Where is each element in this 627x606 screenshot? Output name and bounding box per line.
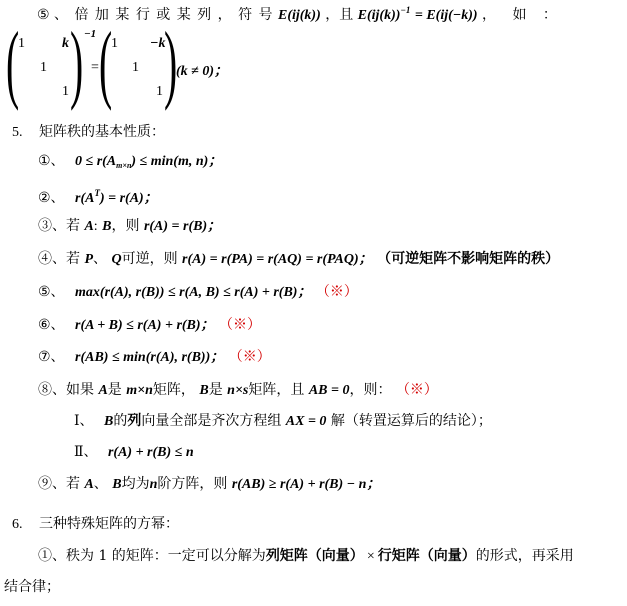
special-1-text-a: 秩为 1 的矩阵：一定可以分解为: [66, 548, 266, 564]
special-1-text-d: 行矩阵（向量）: [377, 548, 476, 564]
property-4-num: ④、: [38, 251, 66, 267]
sub-ii-num: Ⅱ、: [74, 444, 98, 460]
property-1: [38, 152, 222, 175]
property-8: [38, 381, 438, 400]
property-4-m2: Q: [111, 252, 122, 267]
property-5-num: ⑤、: [38, 284, 65, 300]
property-8-m3: B: [199, 383, 209, 398]
section6-num: 6.: [12, 517, 23, 532]
sub-i-m1: B: [103, 414, 114, 429]
property-8-text6: ，则：: [349, 382, 392, 398]
right-a22: 1: [132, 60, 139, 75]
section5-heading: [12, 123, 165, 142]
property-3-m2: B: [102, 219, 112, 234]
property-9-num: ⑨、: [38, 476, 66, 492]
left-matrix-exp: −1: [84, 28, 97, 40]
property-6: [38, 316, 261, 335]
property-9: [38, 475, 380, 494]
property-4-note: （可逆矩阵不影响矩阵的秩）: [377, 251, 560, 267]
left-a11: 1: [18, 36, 25, 51]
special-1-cont: [4, 578, 60, 596]
left-a13: k: [62, 36, 69, 51]
property-3-m1: A: [84, 219, 94, 234]
item5-sym2-right: = E(ij(−k)): [414, 8, 478, 23]
section5-title: 矩阵秩的基本性质：: [38, 124, 165, 140]
property-8-text4: 是: [208, 382, 223, 398]
property-8-sub-ii: [74, 443, 194, 462]
item5-text-c: ， 如 ：: [482, 7, 563, 23]
sub-i-t2: 向量全部是齐次方程组: [141, 413, 282, 429]
left-matrix-rparen: ): [70, 15, 84, 112]
item5-line: [37, 1, 563, 25]
property-8-m4: n×s: [227, 383, 249, 398]
property-4-text2: 可逆，则: [121, 251, 178, 267]
property-3-text2: ，则: [111, 218, 140, 234]
property-8-text5: 矩阵，且: [248, 382, 305, 398]
special-1-times: ×: [366, 549, 375, 564]
right-a13: −k: [150, 36, 166, 51]
property-9-m1: A: [84, 477, 94, 492]
property-8-m5: AB = 0: [308, 383, 350, 398]
special-1-cont-text: 结合律；: [4, 579, 60, 595]
property-2-formula2: ) = r(A)；: [99, 191, 158, 206]
sub-ii-formula: r(A) + r(B) ≤ n: [107, 445, 194, 460]
right-a11: 1: [111, 36, 118, 51]
property-7-formula: r(AB) ≤ min(r(A), r(B))；: [75, 350, 225, 365]
property-3: [38, 217, 221, 236]
property-1-sub: m×n: [116, 161, 132, 170]
item5-sym1: E(ij(k)): [277, 8, 321, 23]
item5-text-a: 、 倍 加 某 行 或 某 列 ， 符 号: [54, 7, 274, 23]
property-9-sep: 、: [93, 476, 108, 492]
property-4-sep: 、: [93, 251, 108, 267]
property-6-num: ⑥、: [38, 317, 65, 333]
sub-i-t3: 解（转置运算后的结论）；: [330, 413, 492, 429]
property-9-m2: B: [112, 477, 122, 492]
left-a22: 1: [40, 60, 47, 75]
property-9-text2: 均为: [121, 476, 150, 492]
left-matrix-lparen: (: [6, 15, 20, 112]
sub-i-num: Ⅰ、: [74, 413, 94, 429]
property-7-num: ⑦、: [38, 349, 65, 365]
property-1-formula: 0 ≤ r(A: [75, 154, 117, 169]
item5-text-b: ，且: [325, 7, 354, 23]
property-3-num: ③、: [38, 218, 66, 234]
property-9-text3: 阶方阵，则: [157, 476, 228, 492]
property-5-mark: （※）: [315, 284, 358, 300]
property-5-formula: max(r(A), r(B)) ≤ r(A, B) ≤ r(A) + r(B)；: [75, 285, 312, 300]
right-matrix-rparen: ): [164, 15, 178, 112]
property-4-formula: r(A) = r(PA) = r(AQ) = r(PAQ)；: [182, 252, 373, 267]
right-a33: 1: [156, 84, 163, 99]
property-8-text: 如果: [66, 382, 94, 398]
special-1-text-e: 的形式，再采用: [475, 548, 574, 564]
special-1-text-b: 列矩阵（向量）: [265, 548, 364, 564]
property-1-formula2: ) ≤ min(m, n)；: [131, 154, 223, 169]
left-a33: 1: [62, 84, 69, 99]
property-7-mark: （※）: [228, 349, 271, 365]
item5-sym2-left: E(ij(k)): [357, 8, 401, 23]
property-3-formula: r(A) = r(B)；: [143, 219, 222, 234]
property-9-text: 若: [66, 476, 80, 492]
property-8-text3: 矩阵，: [152, 382, 195, 398]
property-8-mark: （※）: [395, 382, 438, 398]
property-6-mark: （※）: [219, 317, 262, 333]
section6-heading: [12, 515, 179, 534]
property-8-text2: 是: [107, 382, 122, 398]
special-1-num: ①、: [38, 548, 66, 564]
item5-num: ⑤: [37, 7, 50, 23]
property-3-text: 若: [66, 218, 80, 234]
property-4-text: 若: [66, 251, 80, 267]
matrix-condition: (k ≠ 0)；: [176, 64, 229, 79]
property-2-sup: T: [94, 188, 100, 198]
property-4: [38, 250, 559, 269]
property-8-sub-i: [74, 412, 492, 431]
property-2-num: ②、: [38, 190, 65, 206]
property-9-formula: r(AB) ≥ r(A) + r(B) − n；: [231, 477, 381, 492]
sub-i-bold: 列: [127, 413, 142, 429]
property-2-formula: r(A: [75, 191, 95, 206]
property-5: [38, 283, 358, 302]
matrix-equals: =: [91, 60, 99, 75]
right-matrix-lparen: (: [99, 15, 113, 112]
property-4-m1: P: [84, 252, 94, 267]
item5-sym2-exp: −1: [400, 5, 411, 15]
property-6-formula: r(A + B) ≤ r(A) + r(B)；: [75, 318, 215, 333]
property-7: [38, 348, 271, 367]
property-8-num: ⑧、: [38, 382, 66, 398]
property-1-num: ①、: [38, 153, 65, 169]
sub-i-m2: AX = 0: [285, 414, 327, 429]
special-1: [38, 547, 574, 566]
property-3-mid: :: [93, 219, 98, 234]
property-8-m2: m×n: [126, 383, 153, 398]
section5-num: 5.: [12, 125, 23, 140]
property-8-m1: A: [98, 383, 108, 398]
property-9-m3: n: [149, 477, 158, 492]
property-2: [38, 184, 158, 208]
sub-i-t1: 的: [113, 413, 128, 429]
section6-title: 三种特殊矩阵的方幂：: [38, 516, 179, 532]
